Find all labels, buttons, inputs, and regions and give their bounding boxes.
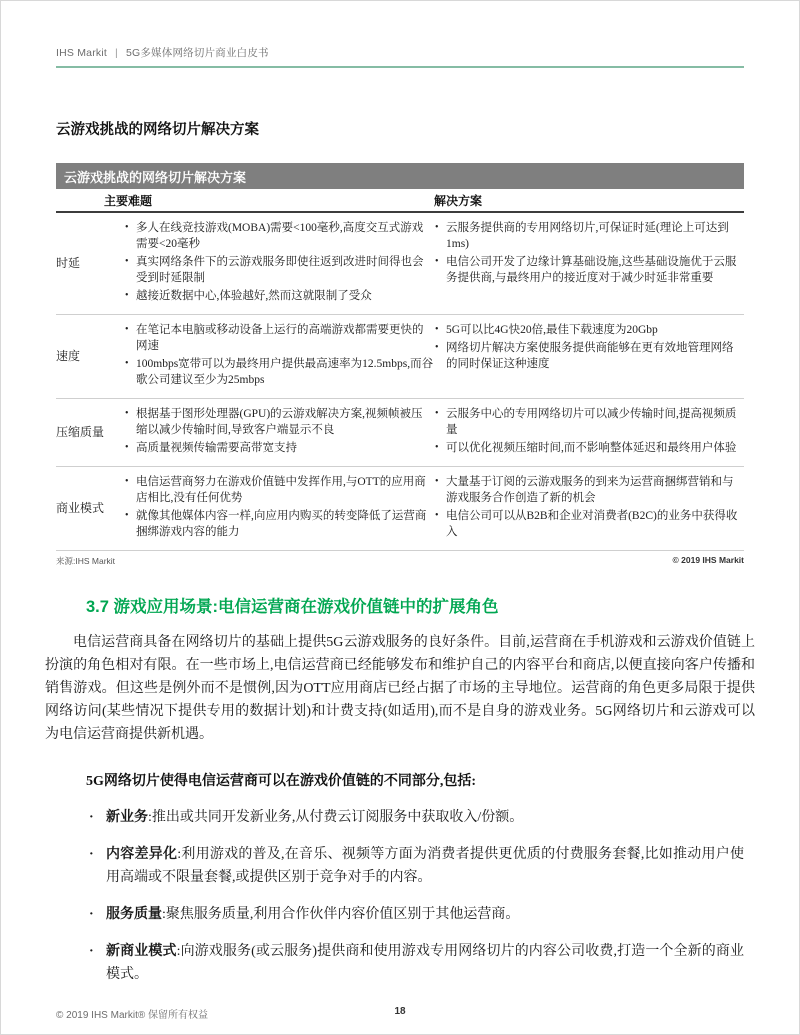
challenge-item: • 越接近数据中心,体验越好,然而这就限制了受众 [124,288,434,304]
bullet-text: :推出或共同开发新业务,从付费云订阅服务中获取收入/份额。 [148,810,524,825]
bullet-text: :向游戏服务(或云服务)提供商和使用游戏专用网络切片的内容公司收费,打造一个全新的商业模式。 [106,944,744,982]
challenge-item: • 100mbps宽带可以为最终用户提供最高速率为12.5mbps,而谷歌公司建议至少为25mbps [124,356,434,388]
brand-text: IHS Markit [56,47,108,59]
bullet-item [89,903,744,926]
solution-cell [434,220,744,306]
bullet-item [89,806,744,829]
solution-item: • 云服务提供商的专用网络切片,可保证时延(理论上可达到1ms) [434,220,738,252]
bullet-term: 新商业模式 [106,944,177,959]
solution-cell [434,322,744,390]
solution-item: • 可以优化视频压缩时间,而不影响整体延迟和最终用户体验 [434,440,738,456]
table-row [56,213,744,315]
table-column-headers [56,189,744,213]
section-heading: 3.7 游戏应用场景:电信运营商在游戏价值链中的扩展角色 [86,598,499,616]
challenge-item: • 在笔记本电脑或移动设备上运行的高端游戏都需要更快的网速 [124,322,434,354]
doc-title: 5G多媒体网络切片商业白皮书 [125,47,269,59]
page-heading: 云游戏挑战的网络切片解决方案 [56,122,259,138]
challenge-item: • 电信运营商努力在游戏价值链中发挥作用,与OTT的应用商店相比,没有任何优势 [124,474,434,506]
row-label: 时延 [56,256,81,270]
challenge-item: • 根据基于图形处理器(GPU)的云游戏解决方案,视频帧被压缩以减少传输时间,导致客户端显示不良 [124,406,434,438]
column-header-solution: 解决方案 [434,194,483,208]
solution-cell [434,474,744,542]
header-divider: | [115,47,118,59]
challenge-cell [124,220,434,306]
row-label: 速度 [56,349,81,363]
solution-item: • 大量基于订阅的云游戏服务的到来为运营商捆绑营销和与游戏服务合作创造了新的机会 [434,474,738,506]
challenge-item: • 多人在线竞技游戏(MOBA)需要<100毫秒,高度交互式游戏需要<20毫秒 [124,220,434,252]
challenge-item: • 高质量视频传输需要高带宽支持 [124,440,434,456]
bullet-text: :聚焦服务质量,利用合作伙伴内容价值区别于其他运营商。 [162,907,520,922]
table-row [56,399,744,467]
page-number: 18 [394,1006,406,1017]
row-label: 压缩质量 [56,425,105,439]
table-meta [56,551,744,567]
challenge-cell [124,474,434,542]
section-paragraph: 电信运营商具备在网络切片的基础上提供5G云游戏服务的良好条件。目前,运营商在手机游戏和云游戏价值链上扮演的角色相对有限。在一些市场上,电信运营商已经能够发布和维护自己的内容平台和商店,以便直接向客户传播和销售游戏。但这些是例外而不是惯例,因为OTT应用商店已经占据了市场的主导地位。运营商的角色更多局限于提供网络访问(某些情况下提供专用的数据计划)和计费支持(如适用),而不是自身的游戏业务。5G网络切片和云游戏可以为电信运营商提供新机遇。 [45,635,755,742]
bullet-item [89,843,744,889]
spacer [56,192,104,209]
solution-item: • 云服务中心的专用网络切片可以减少传输时间,提高视频质量 [434,406,738,438]
table-row [56,315,744,399]
solution-cell [434,406,744,458]
challenge-item: • 真实网络条件下的云游戏服务即使往返到改进时间得也会受到时延限制 [124,254,434,286]
bullet-item [89,940,744,986]
bullet-term: 服务质量 [106,907,162,922]
bullet-text: :利用游戏的普及,在音乐、视频等方面为消费者提供更优质的付费服务套餐,比如推动用户使用高端或不限量套餐,或提供区别于竞争对手的内容。 [106,847,745,885]
challenge-cell [124,322,434,390]
solution-item: • 网络切片解决方案使服务提供商能够在更有效地管理网络的同时保证这种速度 [434,340,738,372]
table-source: 来源:IHS Markit [56,556,116,566]
solution-item: • 5G可以比4G快20倍,最佳下载速度为20Gbp [434,322,738,338]
main-content [45,118,755,986]
solution-item: • 电信公司可以从B2B和企业对消费者(B2C)的业务中获得收入 [434,508,738,540]
bullet-term: 内容差异化 [106,847,178,862]
bullet-term: 新业务 [106,810,148,825]
table-copyright: © 2019 IHS Markit [672,555,744,565]
page-header [56,1,744,68]
solution-item: • 电信公司开发了边缘计算基础设施,这些基础设施优于云服务提供商,与最终用户的接近度对于减少时延非常重要 [434,254,738,286]
column-header-challenge: 主要难题 [104,194,153,208]
table-row [56,467,744,551]
row-label: 商业模式 [56,501,105,515]
footer-copyright: © 2019 IHS Markit® 保留所有权益 [56,1010,208,1021]
table-title-bar: 云游戏挑战的网络切片解决方案 [56,163,744,189]
value-chain-bullet-list [89,806,744,986]
challenges-solutions-table [56,163,744,567]
challenge-item: • 就像其他媒体内容一样,向应用内购买的转变降低了运营商捆绑游戏内容的能力 [124,508,434,540]
section-subheading: 5G网络切片使得电信运营商可以在游戏价值链的不同部分,包括: [86,774,477,789]
challenge-cell [124,406,434,458]
